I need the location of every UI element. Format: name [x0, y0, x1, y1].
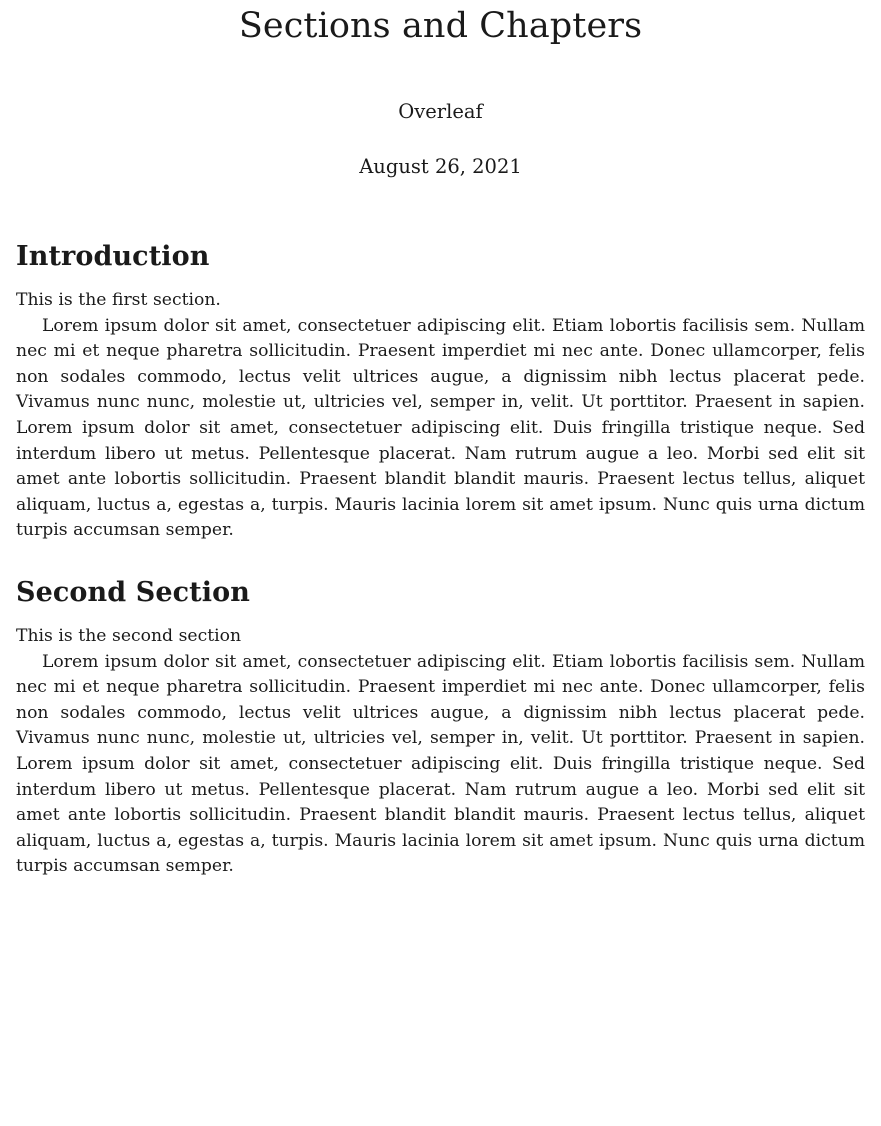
section-second-section [16, 544, 865, 880]
document-body [16, 180, 865, 880]
section-body-paragraph: Lorem ipsum dolor sit amet, consectetuer adipiscing elit. Etiam lobortis facilisis sem. Nullam nec mi et neque pharetra sollicitudin. Praesent imperdiet mi nec ante. Donec ullamcorper, felis non sodales commodo, lectus velit ultrices augue, a dignissim nibh lectus placerat pede. Vivamus nunc nunc, molestie ut, ultricies vel, semper in, velit. Ut porttitor. Praesent in sapien. Lorem ipsum dolor sit amet, consectetuer adipiscing elit. Duis fringilla tristique neque. Sed interdum libero ut metus. Pellentesque placerat. Nam rutrum augue a leo. Morbi sed elit sit amet ante lobortis sollicitudin. Praesent blandit blandit mauris. Praesent lectus tellus, aliquet aliquam, luctus a, egestas a, turpis. Mauris lacinia lorem sit amet ipsum. Nunc quis urna dictum turpis accumsan semper. [16, 315, 865, 541]
section-introduction [16, 240, 865, 544]
section-heading-introduction: Introduction [16, 241, 210, 272]
document-title: Sections and Chapters [238, 6, 643, 46]
section-body-paragraph: Lorem ipsum dolor sit amet, consectetuer adipiscing elit. Etiam lobortis facilisis sem. Nullam nec mi et neque pharetra sollicitudin. Praesent imperdiet mi nec ante. Donec ullamcorper, felis non sodales commodo, lectus velit ultrices augue, a dignissim nibh lectus placerat pede. Vivamus nunc nunc, molestie ut, ultricies vel, semper in, velit. Ut porttitor. Praesent in sapien. Lorem ipsum dolor sit amet, consectetuer adipiscing elit. Duis fringilla tristique neque. Sed interdum libero ut metus. Pellentesque placerat. Nam rutrum augue a leo. Morbi sed elit sit amet ante lobortis sollicitudin. Praesent blandit blandit mauris. Praesent lectus tellus, aliquet aliquam, luctus a, egestas a, turpis. Mauris lacinia lorem sit amet ipsum. Nunc quis urna dictum turpis accumsan semper. [16, 651, 865, 877]
document-date: August 26, 2021 [359, 155, 522, 178]
section-lead-paragraph: This is the second section [16, 625, 242, 646]
document-author: Overleaf [398, 100, 483, 123]
title-block [16, 0, 865, 180]
section-heading-second-section: Second Section [16, 576, 250, 608]
section-lead-paragraph: This is the first section. [16, 290, 221, 310]
